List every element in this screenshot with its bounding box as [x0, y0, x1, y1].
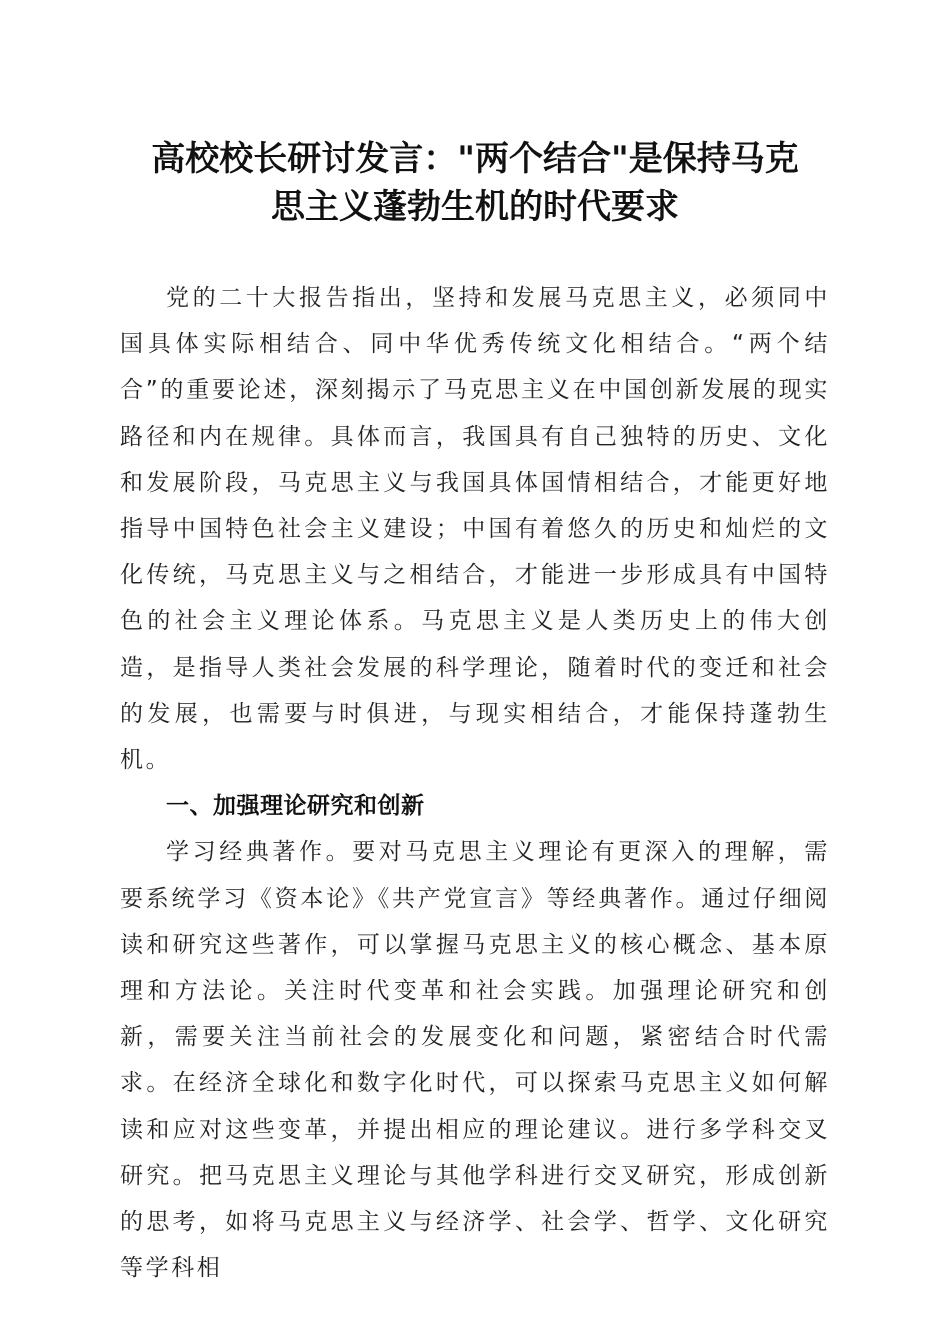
document-title: [110, 135, 840, 231]
section-heading-1: 一、加强理论研究和创新: [166, 793, 425, 820]
title-line-1: 高校校长研讨发言："两个结合"是保持马克: [151, 139, 799, 179]
title-line-2: 思主义蓬勃生机的时代要求: [271, 187, 679, 227]
paragraph-section-1: 学习经典著作。要对马克思主义理论有更深入的理解，需要系统学习《资本论》《共产党宣言》等经典著作。通过仔细阅读和研究这些著作，可以掌握马克思主义的核心概念、基本原理和方法论。关注时代变革和社会实践。加强理论研究和创新，需要关注当前社会的发展变化和问题，紧密结合时代需求。在经济全球化和数字化时代，可以探索马克思主义如何解读和应对这些变革，并提出相应的理论建议。进行多学科交叉研究。把马克思主义理论与其他学科进行交叉研究，形成创新的思考，如将马克思主义与经济学、社会学、哲学、文化研究等学科相: [120, 839, 830, 1282]
document-body: [120, 275, 830, 1291]
paragraph-intro: 党的二十大报告指出，坚持和发展马克思主义，必须同中国具体实际相结合、同中华优秀传统文化相结合。“两个结合”的重要论述，深刻揭示了马克思主义在中国创新发展的现实路径和内在规律。具体而言，我国具有自己独特的历史、文化和发展阶段，马克思主义与我国具体国情相结合，才能更好地指导中国特色社会主义建设；中国有着悠久的历史和灿烂的文化传统，马克思主义与之相结合，才能进一步形成具有中国特色的社会主义理论体系。马克思主义是人类历史上的伟大创造，是指导人类社会发展的科学理论，随着时代的变迁和社会的发展，也需要与时俱进，与现实相结合，才能保持蓬勃生机。: [120, 285, 830, 774]
